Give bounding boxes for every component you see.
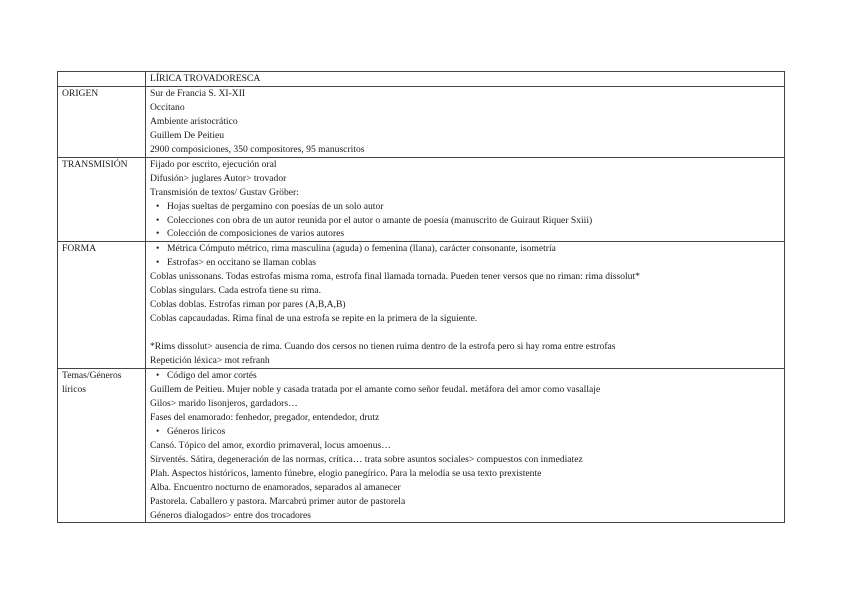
header-row [58,72,785,87]
forma-row [58,242,785,369]
bullet-icon: • [156,425,160,437]
forma-label-cell [58,242,146,369]
text-line: Gilos> marido lisonjeros, gardadors… [150,397,298,409]
text-line: Difusión> juglares Autor> trovador [150,172,287,184]
text-line: Alba. Encuentro nocturno de enamorados, separados al amanecer [150,481,401,493]
transmision-label-cell [58,157,146,242]
text-line: Plah. Aspectos históricos, lamento fúnebre, elogio panegírico. Para la melodía se usa texto prexistente [150,467,542,479]
text-line: Transmisión de textos/ Gustav Gröber: [150,186,299,198]
text-line: Ambiente aristocrático [150,115,238,127]
text-line: Géneros dialogados> entre dos trocadores [150,509,311,521]
text-line: Fijado por escrito, ejecución oral [150,158,277,170]
forma-content-cell [146,242,785,369]
bullet-item: • Géneros líricos [156,425,226,437]
text-line: Fases del enamorado: fenhedor, pregador, entendedor, drutz [150,411,380,423]
origen-label-cell [58,86,146,157]
table-title: LÍRICA TROVADORESCA [150,73,261,84]
bullet-icon: • [156,243,160,255]
text-line: Sirventés. Sátira, degeneración de las normas, crítica… trata sobre asuntos sociales> compuestos con inmediatez [150,453,583,465]
text-line: Coblas singulars. Cada estrofa tiene su rima. [150,285,322,297]
lirica-table [57,71,785,523]
header-title-cell [146,72,785,87]
header-label-cell [58,72,146,87]
text-line: *Rims dissolut> ausencia de rima. Cuando dos cersos no tienen ruima dentro de la estrofa pero si hay roma entre estrofas [150,341,616,353]
bullet-icon: • [156,257,160,269]
text-line: Repetición léxica> mot refranh [150,355,270,367]
row-label-temas-cont: líricos [62,383,86,395]
transmision-row [58,157,785,242]
bullet-item: • Código del amor cortés [156,370,257,381]
blank-line [150,326,780,340]
text-line: Pastorela. Caballero y pastora. Marcabrú primer autor de pastorela [150,495,406,507]
bullet-icon: • [156,370,160,381]
origen-content-cell [146,86,785,157]
bullet-item: • Colecciones con obra de un autor reunida por el autor o amante de poesía (manuscrito de Guiraut Riquer Sxiii) [156,214,593,226]
row-label-transmision: TRANSMISIÓN [62,158,128,170]
bullet-icon: • [156,200,160,212]
transmision-content-cell [146,157,785,242]
text-line: Cansó. Tópico del amor, exordio primaveral, locus amoenus… [150,439,391,451]
temas-label-cell [58,369,146,523]
bullet-item: • Colección de composiciones de varios autores [156,228,345,240]
text-line: Coblas unissonans. Todas estrofas misma roma, estrofa final llamada tornada. Pueden tener versos que no riman: rima dissolut* [150,271,640,283]
text-line: Sur de Francia S. XI-XII [150,87,246,99]
row-label-forma: FORMA [62,243,97,255]
bullet-icon: • [156,214,160,226]
temas-content-cell [146,369,785,523]
text-line: Guillem de Peitieu. Mujer noble y casada tratada por el amante como señor feudal. metáfora del amor como vasallaje [150,383,601,395]
origen-row [58,86,785,157]
bullet-icon: • [156,228,160,240]
bullet-item: • Métrica Cómputo métrico, rima masculina (aguda) o femenina (llana), carácter consonante, isometría [156,243,556,255]
row-label-origen: ORIGEN [62,87,99,99]
row-label-temas: Temas/Géneros [62,370,122,381]
bullet-item: • Estrofas> en occitano se llaman coblas [156,257,316,269]
temas-row [58,369,785,523]
text-line: Coblas capcaudadas. Rima final de una estrofa se repite en la primera de la siguiente. [150,313,478,325]
text-line: Coblas doblas. Estrofas riman por pares (A,B,A,B) [150,299,346,311]
text-line: Occitano [150,101,185,113]
bullet-item: • Hojas sueltas de pergamino con poesías de un solo autor [156,200,384,212]
text-line: 2900 composiciones, 350 compositores, 95 manuscritos [150,143,365,155]
text-line: Guillem De Peitieu [150,129,225,141]
